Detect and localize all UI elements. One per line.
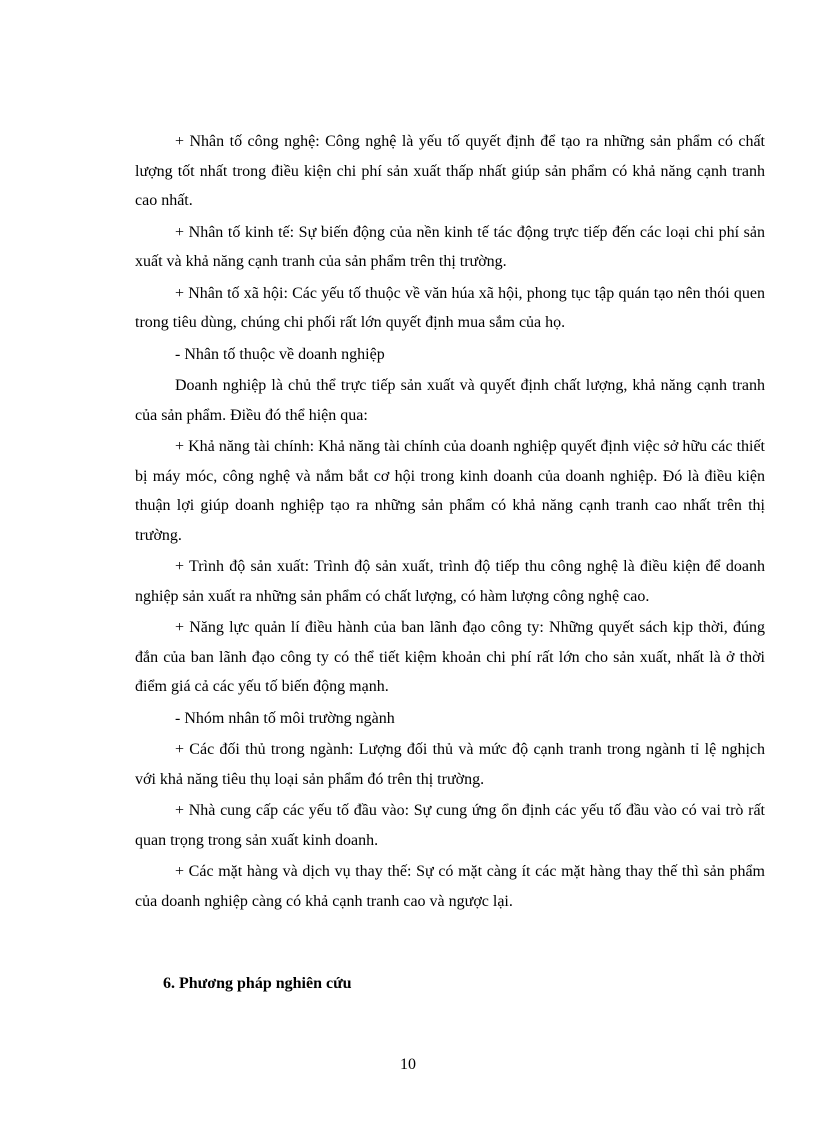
paragraph-enterprise-intro: Doanh nghiệp là chủ thể trực tiếp sản xuất và quyết định chất lượng, khả năng cạnh tranh của sản phẩm. Điều đó thể hiện qua: [135,377,765,424]
body-text [135,127,765,918]
paragraph-industry-factors-heading: - Nhóm nhân tố môi trường ngành [175,709,395,727]
paragraph-financial-capacity: + Khả năng tài chính: Khả năng tài chính của doanh nghiệp quyết định việc sở hữu các thiết bị máy móc, công nghệ và nắm bắt cơ hội trong kinh doanh của doanh nghiệp. Đó là điều kiện thuận lợi giúp doanh nghiệp tạo ra những sản phẩm có khả năng cạnh tranh cao nhất trên thị trường. [135,438,765,544]
paragraph-suppliers: + Nhà cung cấp các yếu tố đầu vào: Sự cung ứng ổn định các yếu tố đầu vào có vai trò rất quan trọng trong sản xuất kinh doanh. [135,802,765,849]
paragraph-competitors: + Các đối thủ trong ngành: Lượng đối thủ và mức độ cạnh tranh trong ngành tỉ lệ nghịch với khả năng tiêu thụ loại sản phẩm đó trên thị trường. [135,741,765,788]
paragraph-enterprise-factors-heading: - Nhân tố thuộc về doanh nghiệp [175,345,385,363]
paragraph-social-factor: + Nhân tố xã hội: Các yếu tố thuộc về văn húa xã hội, phong tục tập quán tạo nên thói quen trong tiêu dùng, chúng chi phối rất lớn quyết định mua sắm của họ. [135,284,765,331]
paragraph-substitutes: + Các mặt hàng và dịch vụ thay thế: Sự có mặt càng ít các mặt hàng thay thế thì sản phẩm của doanh nghiệp càng có khả cạnh tranh cao và ngược lại. [135,863,765,910]
page-number: 10 [400,1056,416,1073]
paragraph-production-level: + Trình độ sản xuất: Trình độ sản xuất, trình độ tiếp thu công nghệ là điều kiện để doanh nghiệp sản xuất ra những sản phẩm có chất lượng, có hàm lượng công nghệ cao. [135,558,765,605]
paragraph-management-capacity: + Năng lực quản lí điều hành của ban lãnh đạo công ty: Những quyết sách kịp thời, đúng đắn của ban lãnh đạo công ty có thể tiết kiệm khoản chi phí rất lớn cho sản xuất, nhất là ở thời điểm giá cả các yếu tố biến động mạnh. [135,619,765,695]
paragraph-technology-factor: + Nhân tố công nghệ: Công nghệ là yếu tố quyết định để tạo ra những sản phẩm có chất lượng tốt nhất trong điều kiện chi phí sản xuất thấp nhất giúp sản phẩm có khả năng cạnh tranh cao nhất. [135,133,765,209]
paragraph-economic-factor: + Nhân tố kinh tế: Sự biến động của nền kinh tế tác động trực tiếp đến các loại chi phí sản xuất và khả năng cạnh tranh của sản phẩm trên thị trường. [135,223,765,270]
section-heading: 6. Phương pháp nghiên cứu [163,975,352,992]
